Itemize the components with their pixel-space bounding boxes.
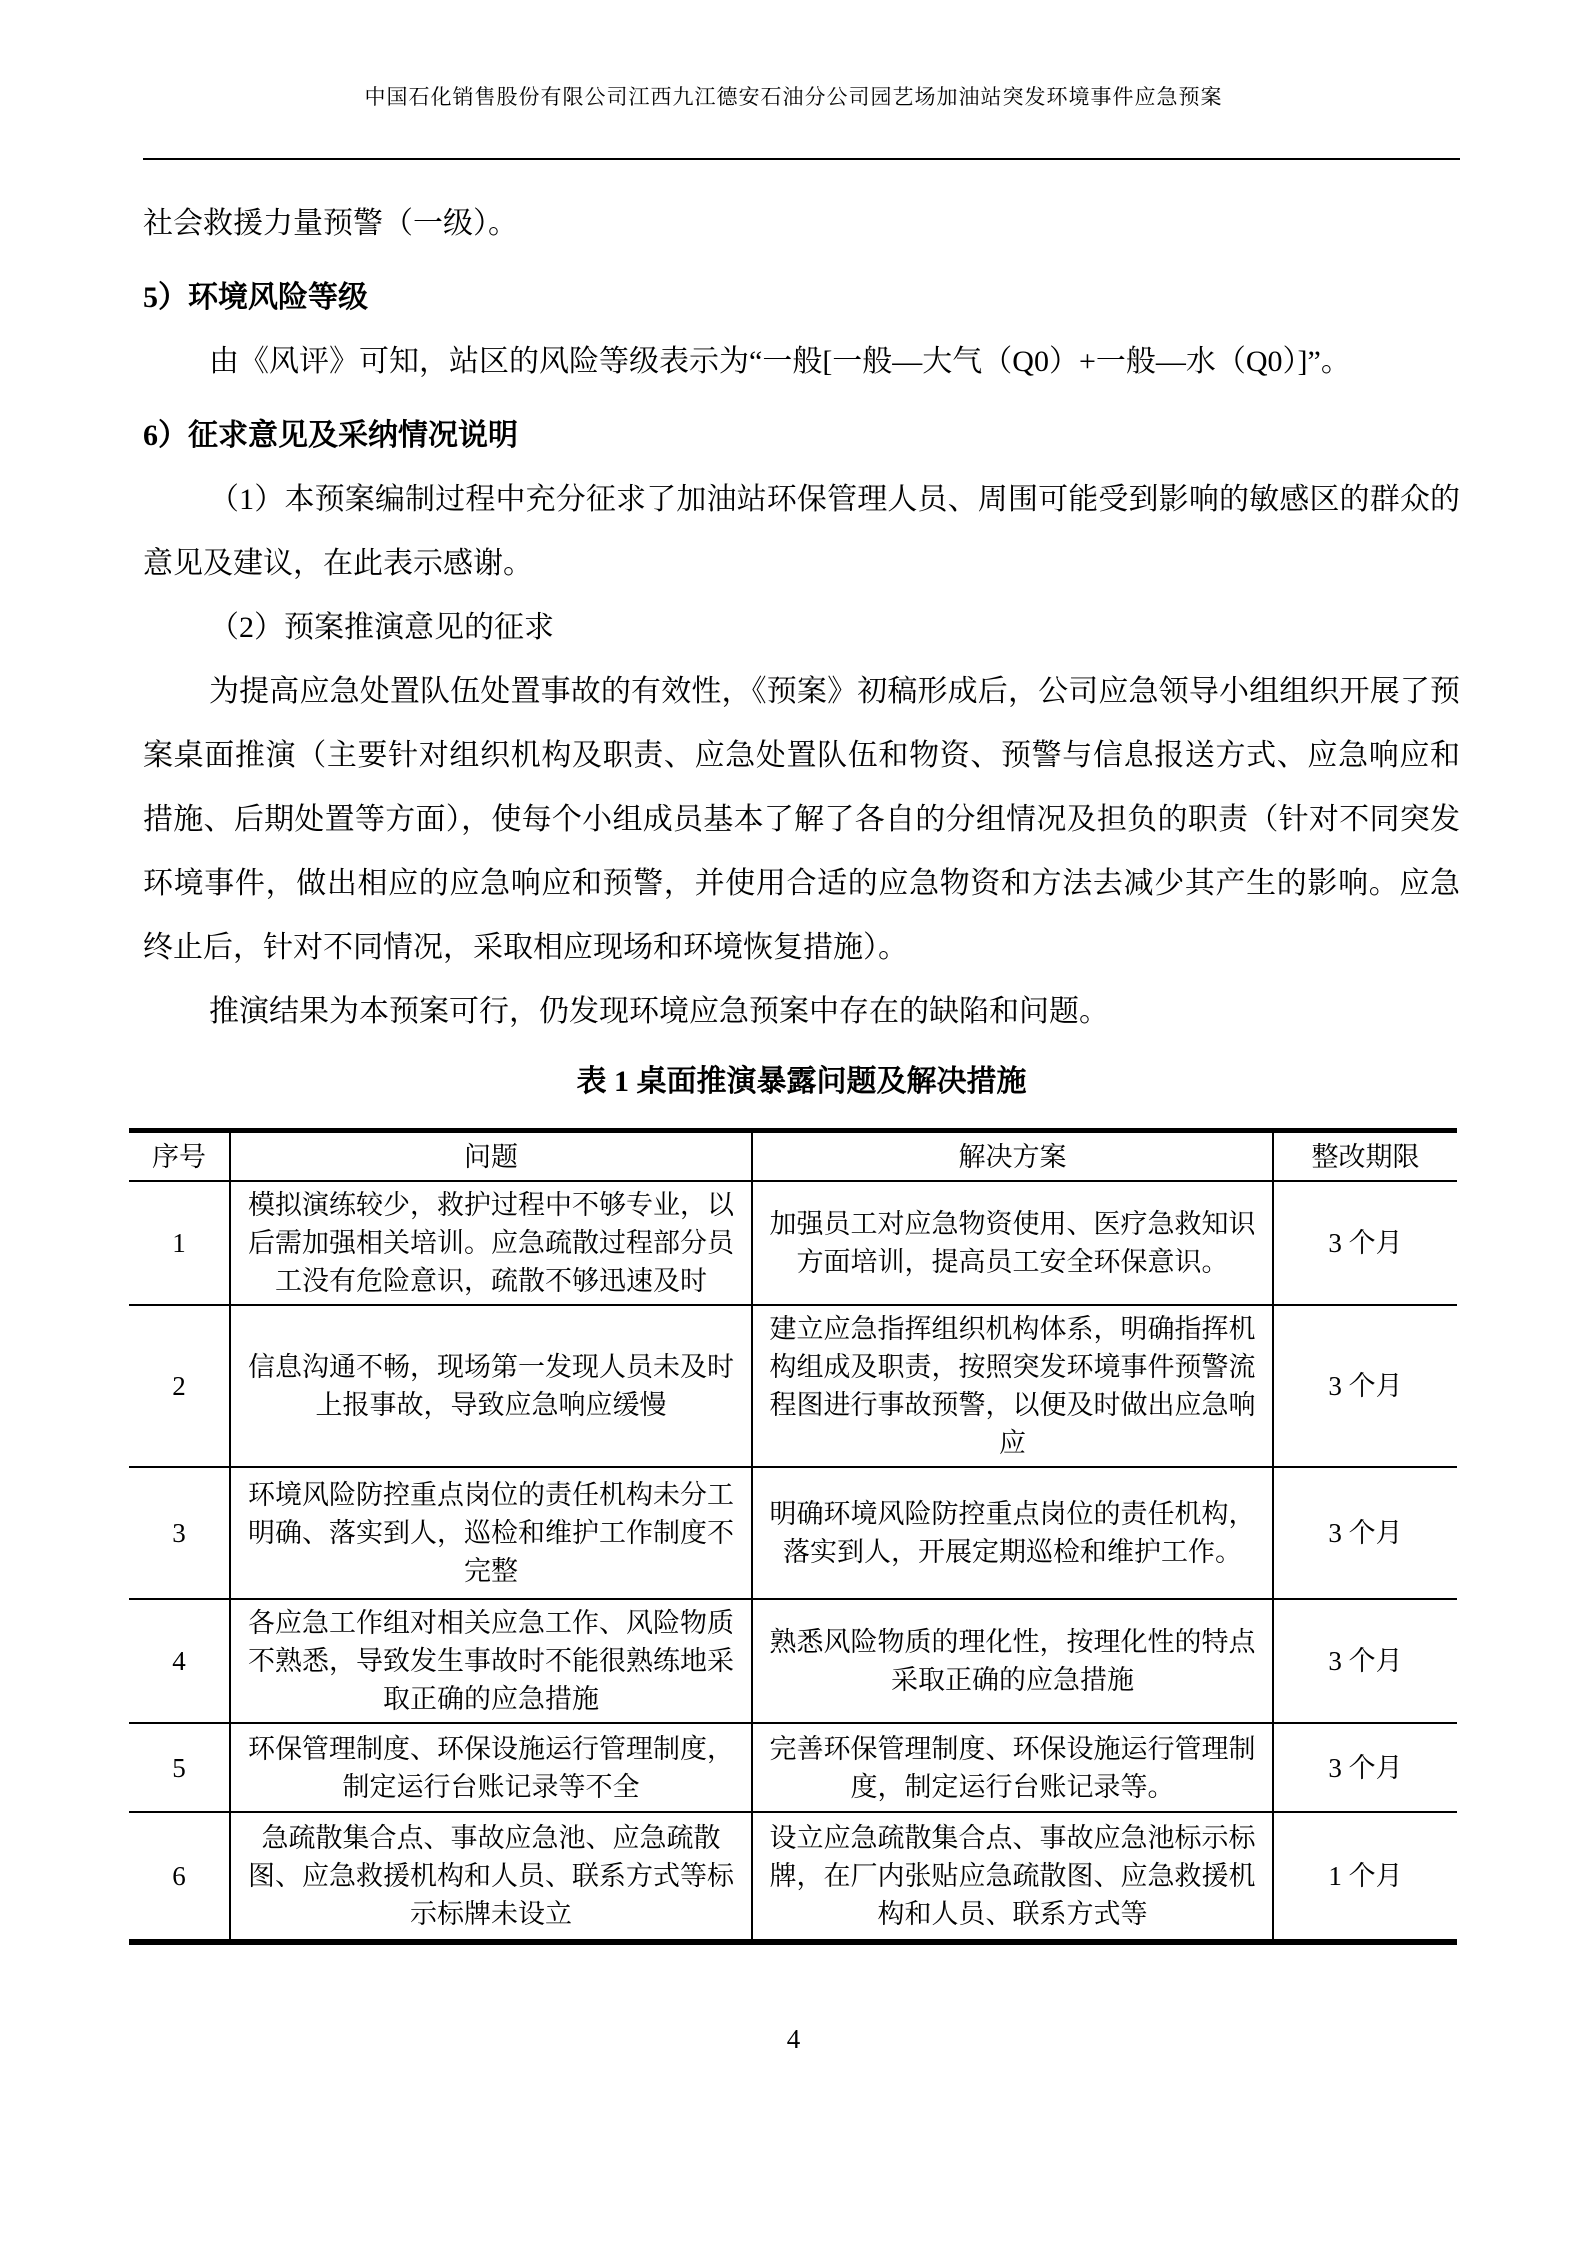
cell-no: 4	[129, 1599, 230, 1723]
cell-problem: 环境风险防控重点岗位的责任机构未分工明确、落实到人，巡检和维护工作制度不完整	[230, 1467, 752, 1599]
table-row	[129, 1723, 1457, 1812]
header-divider	[143, 158, 1460, 160]
column-header-deadline: 整改期限	[1273, 1131, 1457, 1182]
cell-deadline: 3 个月	[1273, 1305, 1457, 1467]
column-header-no: 序号	[129, 1131, 230, 1182]
table-row	[129, 1812, 1457, 1942]
cell-problem: 模拟演练较少，救护过程中不够专业，以后需加强相关培训。应急疏散过程部分员工没有危险意识，疏散不够迅速及时	[230, 1181, 752, 1305]
paragraph-opinions-2: （2）预案推演意见的征求	[209, 611, 554, 644]
heading-section-5: 5）环境风险等级	[143, 281, 368, 314]
cell-solution: 完善环保管理制度、环保设施运行管理制度，制定运行台账记录等。	[752, 1723, 1273, 1812]
cell-no: 6	[129, 1812, 230, 1942]
cell-deadline: 1 个月	[1273, 1812, 1457, 1942]
cell-no: 2	[129, 1305, 230, 1467]
issues-table-body	[129, 1181, 1457, 1942]
cell-problem: 信息沟通不畅，现场第一发现人员未及时上报事故，导致应急响应缓慢	[230, 1305, 752, 1467]
cell-deadline: 3 个月	[1273, 1599, 1457, 1723]
cell-solution: 建立应急指挥组织机构体系，明确指挥机构组成及职责，按照突发环境事件预警流程图进行事故预警，以便及时做出应急响应	[752, 1305, 1273, 1467]
cell-no: 1	[129, 1181, 230, 1305]
cell-no: 3	[129, 1467, 230, 1599]
paragraph-drill-result: 推演结果为本预案可行，仍发现环境应急预案中存在的缺陷和问题。	[209, 995, 1109, 1028]
table-row	[129, 1181, 1457, 1305]
column-header-solution: 解决方案	[752, 1131, 1273, 1182]
document-body	[143, 192, 1460, 1945]
cell-problem: 环保管理制度、环保设施运行管理制度，制定运行台账记录等不全	[230, 1723, 752, 1812]
cell-problem: 急疏散集合点、事故应急池、应急疏散图、应急救援机构和人员、联系方式等标示标牌未设立	[230, 1812, 752, 1942]
table-row	[129, 1599, 1457, 1723]
issues-table	[129, 1128, 1457, 1945]
table-header-row	[129, 1131, 1457, 1182]
cell-no: 5	[129, 1723, 230, 1812]
paragraph-opinions-1: （1）本预案编制过程中充分征求了加油站环保管理人员、周围可能受到影响的敏感区的群众的意见及建议，在此表示感谢。	[143, 483, 1460, 580]
cell-solution: 熟悉风险物质的理化性，按理化性的特点采取正确的应急措施	[752, 1599, 1273, 1723]
cell-solution: 设立应急疏散集合点、事故应急池标示标牌，在厂内张贴应急疏散图、应急救援机构和人员、联系方式等	[752, 1812, 1273, 1942]
cell-problem: 各应急工作组对相关应急工作、风险物质不熟悉，导致发生事故时不能很熟练地采取正确的应急措施	[230, 1599, 752, 1723]
paragraph-risk-level: 由《风评》可知，站区的风险等级表示为“一般[一般—大气（Q0）+一般—水（Q0）]”。	[209, 345, 1351, 378]
page-header-title: 中国石化销售股份有限公司江西九江德安石油分公司园艺场加油站突发环境事件应急预案	[364, 85, 1223, 109]
table-row	[129, 1305, 1457, 1467]
heading-section-6: 6）征求意见及采纳情况说明	[143, 419, 518, 452]
cell-solution: 加强员工对应急物资使用、医疗急救知识方面培训，提高员工安全环保意识。	[752, 1181, 1273, 1305]
cell-deadline: 3 个月	[1273, 1467, 1457, 1599]
table-caption: 表 1 桌面推演暴露问题及解决措施	[576, 1065, 1027, 1098]
cell-deadline: 3 个月	[1273, 1181, 1457, 1305]
paragraph-drill-description: 为提高应急处置队伍处置事故的有效性，《预案》初稿形成后，公司应急领导小组组织开展了预案桌面推演（主要针对组织机构及职责、应急处置队伍和物资、预警与信息报送方式、应急响应和措施、后期处置等方面），使每个小组成员基本了解了各自的分组情况及担负的职责（针对不同突发环境事件，做出相应的应急响应和预警，并使用合适的应急物资和方法去减少其产生的影响。应急终止后，针对不同情况，采取相应现场和环境恢复措施）。	[143, 675, 1460, 964]
cell-solution: 明确环境风险防控重点岗位的责任机构，落实到人，开展定期巡检和维护工作。	[752, 1467, 1273, 1599]
column-header-problem: 问题	[230, 1131, 752, 1182]
cell-deadline: 3 个月	[1273, 1723, 1457, 1812]
table-row	[129, 1467, 1457, 1599]
page-number: 4	[786, 2024, 801, 2054]
paragraph-carryover: 社会救援力量预警（一级）。	[143, 207, 518, 240]
